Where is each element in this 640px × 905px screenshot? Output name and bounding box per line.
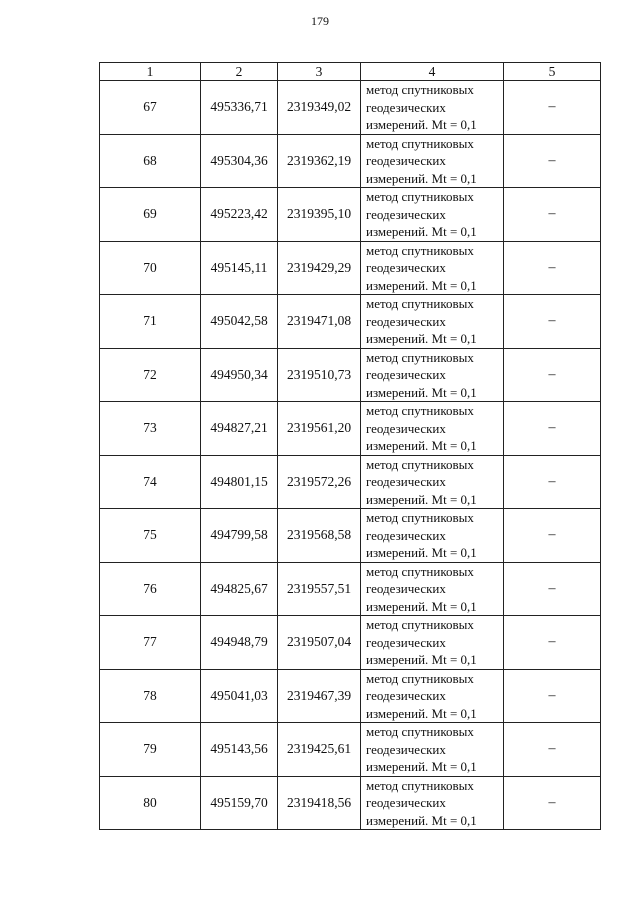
x-coordinate-cell: 495042,58 (201, 295, 278, 349)
point-number-cell: 80 (100, 776, 201, 830)
method-line: метод спутниковых (366, 242, 474, 258)
method-line: метод спутниковых (366, 135, 474, 151)
table-row (100, 134, 601, 188)
table-row (100, 669, 601, 723)
method-line: измерений. Mt = 0,1 (366, 170, 477, 186)
method-line: геодезических (366, 634, 446, 650)
x-coordinate-cell: 495336,71 (201, 81, 278, 135)
table-row (100, 188, 601, 242)
x-coordinate-cell: 495143,56 (201, 723, 278, 777)
method-line: измерений. Mt = 0,1 (366, 812, 477, 828)
y-coordinate-cell: 2319349,02 (278, 81, 361, 135)
method-line: метод спутниковых (366, 189, 474, 204)
method-line: геодезических (366, 420, 446, 436)
y-coordinate-cell: 2319572,26 (278, 455, 361, 509)
method-line: геодезических (366, 206, 446, 222)
point-number-cell: 69 (100, 188, 201, 242)
x-coordinate-cell: 494799,58 (201, 509, 278, 563)
x-coordinate-cell: 494827,21 (201, 402, 278, 456)
method-line: измерений. Mt = 0,1 (366, 384, 477, 400)
method-cell (361, 669, 504, 723)
point-number-cell: 74 (100, 455, 201, 509)
method-line: геодезических (366, 527, 446, 543)
y-coordinate-cell: 2319467,39 (278, 669, 361, 723)
method-cell (361, 134, 504, 188)
point-number-cell: 78 (100, 669, 201, 723)
method-line: метод спутниковых (366, 777, 474, 793)
note-cell: – (504, 188, 601, 242)
method-line: геодезических (366, 795, 446, 810)
method-cell (361, 295, 504, 349)
method-line: геодезических (366, 688, 446, 703)
x-coordinate-cell: 495041,03 (201, 669, 278, 723)
y-coordinate-cell: 2319395,10 (278, 188, 361, 242)
table-row (100, 616, 601, 670)
method-line: метод спутниковых (366, 456, 474, 472)
method-cell (361, 348, 504, 402)
method-cell (361, 241, 504, 295)
note-cell: – (504, 455, 601, 509)
table-row (100, 509, 601, 563)
column-header-2: 2 (201, 63, 278, 81)
x-coordinate-cell: 495304,36 (201, 134, 278, 188)
method-cell (361, 188, 504, 242)
table-row (100, 81, 601, 135)
y-coordinate-cell: 2319557,51 (278, 562, 361, 616)
y-coordinate-cell: 2319510,73 (278, 348, 361, 402)
y-coordinate-cell: 2319362,19 (278, 134, 361, 188)
note-cell: – (504, 402, 601, 456)
method-line: измерений. Mt = 0,1 (366, 331, 477, 346)
column-header-5: 5 (504, 63, 601, 81)
method-line: геодезических (366, 367, 446, 382)
method-line: метод спутниковых (366, 82, 474, 97)
method-line: геодезических (366, 474, 446, 489)
note-cell: – (504, 723, 601, 777)
y-coordinate-cell: 2319561,20 (278, 402, 361, 456)
x-coordinate-cell: 495223,42 (201, 188, 278, 242)
note-cell: – (504, 81, 601, 135)
y-coordinate-cell: 2319507,04 (278, 616, 361, 670)
method-line: метод спутниковых (366, 617, 474, 632)
method-line: метод спутниковых (366, 349, 474, 365)
table-row (100, 776, 601, 830)
method-line: метод спутниковых (366, 510, 474, 525)
header-row (100, 63, 601, 81)
point-number-cell: 68 (100, 134, 201, 188)
method-line: измерений. Mt = 0,1 (366, 759, 477, 774)
method-cell (361, 81, 504, 135)
method-line: геодезических (366, 581, 446, 596)
point-number-cell: 71 (100, 295, 201, 349)
y-coordinate-cell: 2319568,58 (278, 509, 361, 563)
method-cell (361, 455, 504, 509)
method-line: геодезических (366, 153, 446, 168)
method-line: измерений. Mt = 0,1 (366, 652, 477, 667)
note-cell: – (504, 348, 601, 402)
method-cell (361, 509, 504, 563)
x-coordinate-cell: 494950,34 (201, 348, 278, 402)
method-line: измерений. Mt = 0,1 (366, 491, 477, 507)
y-coordinate-cell: 2319429,29 (278, 241, 361, 295)
method-cell (361, 723, 504, 777)
point-number-cell: 75 (100, 509, 201, 563)
x-coordinate-cell: 495145,11 (201, 241, 278, 295)
table-row (100, 402, 601, 456)
method-line: геодезических (366, 260, 446, 275)
y-coordinate-cell: 2319471,08 (278, 295, 361, 349)
method-line: измерений. Mt = 0,1 (366, 117, 477, 132)
method-cell (361, 402, 504, 456)
table-row (100, 723, 601, 777)
method-line: измерений. Mt = 0,1 (366, 224, 477, 239)
y-coordinate-cell: 2319425,61 (278, 723, 361, 777)
method-line: метод спутниковых (366, 296, 474, 311)
note-cell: – (504, 669, 601, 723)
column-header-3: 3 (278, 63, 361, 81)
note-cell: – (504, 134, 601, 188)
point-number-cell: 70 (100, 241, 201, 295)
method-line: метод спутниковых (366, 563, 474, 579)
method-cell (361, 562, 504, 616)
table-row (100, 295, 601, 349)
table-body (100, 81, 601, 830)
point-number-cell: 67 (100, 81, 201, 135)
point-number-cell: 76 (100, 562, 201, 616)
x-coordinate-cell: 494825,67 (201, 562, 278, 616)
method-line: геодезических (366, 99, 446, 115)
table-row (100, 455, 601, 509)
method-line: метод спутниковых (366, 724, 474, 739)
point-number-cell: 79 (100, 723, 201, 777)
note-cell: – (504, 241, 601, 295)
x-coordinate-cell: 494948,79 (201, 616, 278, 670)
note-cell: – (504, 509, 601, 563)
column-header-4: 4 (361, 63, 504, 81)
method-line: измерений. Mt = 0,1 (366, 545, 477, 560)
method-line: геодезических (366, 313, 446, 329)
page-number: 179 (311, 14, 329, 28)
method-line: геодезических (366, 741, 446, 757)
x-coordinate-cell: 495159,70 (201, 776, 278, 830)
method-line: измерений. Mt = 0,1 (366, 277, 477, 293)
point-number-cell: 77 (100, 616, 201, 670)
table-header (100, 63, 601, 81)
x-coordinate-cell: 494801,15 (201, 455, 278, 509)
method-line: измерений. Mt = 0,1 (366, 438, 477, 453)
point-number-cell: 73 (100, 402, 201, 456)
table-row (100, 241, 601, 295)
method-line: измерений. Mt = 0,1 (366, 598, 477, 614)
method-cell (361, 776, 504, 830)
table-row (100, 562, 601, 616)
note-cell: – (504, 562, 601, 616)
column-header-1: 1 (100, 63, 201, 81)
method-cell (361, 616, 504, 670)
table-row (100, 348, 601, 402)
method-line: метод спутниковых (366, 403, 474, 418)
note-cell: – (504, 776, 601, 830)
method-line: измерений. Mt = 0,1 (366, 705, 477, 721)
y-coordinate-cell: 2319418,56 (278, 776, 361, 830)
note-cell: – (504, 616, 601, 670)
point-number-cell: 72 (100, 348, 201, 402)
coordinates-table (99, 62, 601, 830)
note-cell: – (504, 295, 601, 349)
method-line: метод спутниковых (366, 670, 474, 686)
